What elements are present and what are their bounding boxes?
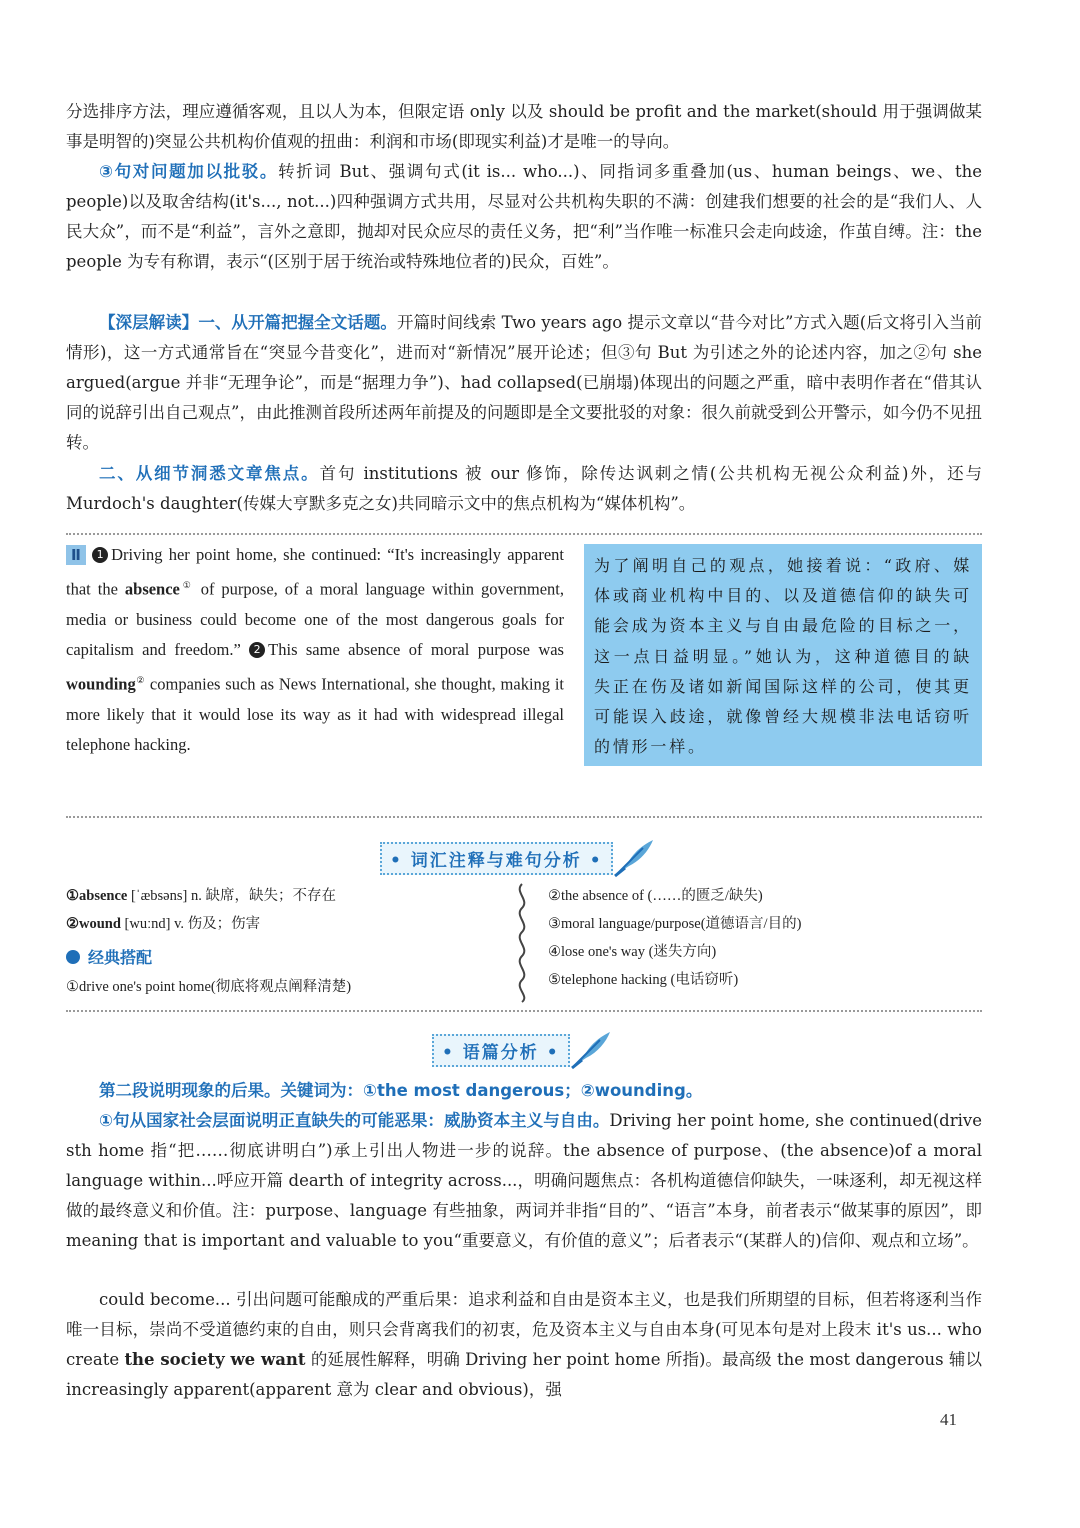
vocab-entry: ⑤telephone hacking (电话窃听) [548, 972, 739, 988]
collocation-title: 经典搭配 [88, 948, 153, 967]
analysis-banner [432, 1030, 614, 1070]
text: Driving her point home, she continued(drive sth home 指“把……彻底讲明白”)承上引出人物进一步的说辞。the absence of purpose、(the absence)of a moral language within...呼应开篇 dearth of integrity across...，明确问题焦点：各机构道德信仰缺失，一味逐利，却无视这样做的最终意义和价值。注：purpose、language 有些抽象，两词并非指“目的”、“语言”本身，前者表示“做某事的原因”，即 meaning that is important and valuable to you“重要意义，有价值的意义”；后者表示“(某群人的)信仰、观点和立场”。 [66, 1111, 982, 1251]
sentence-text: Driving her point home, she continued: “It's increasingly apparent that the [66, 545, 565, 599]
vocab-banner [380, 838, 657, 878]
divider [66, 1010, 982, 1012]
text: 转折词 But、强调句式(it is... who...)、同指词多重叠加(us、human beings、we、the people)以及取舍结构(it's..., not...)四种强调方式共用，尽显对公共机构失职的不满：创建我们想要的社会的是“我们人、人民大众”，而不是“利益”，言外之意即，抛却对民众应尽的责任义务，把“利”当作唯一标准只会走向歧途，作茧自缚。注：the people 为专有称谓，表示“(区别于居于统治或特殊地位者的)民众，百姓”。 [66, 162, 982, 272]
vocab-entry: ③moral language/purpose(道德语言/目的) [548, 916, 802, 932]
quill-pen-icon [570, 1030, 614, 1070]
collocation-heading [66, 944, 351, 973]
vocab-headword: ①absence [66, 888, 128, 904]
quill-pen-icon [613, 838, 657, 878]
sentence-text: companies such as News International, she thought, making it more likely that it would lose its way as it had with widespread illegal telephone hacking. [66, 674, 564, 755]
section-heading: ①句从国家社会层面说明正直缺失的可能恶果：威胁资本主义与自由。 [99, 1111, 610, 1130]
emphasis-text: the society we want [124, 1350, 306, 1370]
analysis-paragraph-1 [66, 1106, 982, 1256]
vocab-entry [66, 910, 351, 938]
translation-box: 为了阐明自己的观点，她接着说：“政府、媒体或商业机构中目的、以及道德信仰的缺失可能会成为资本主义与自由最危险的目标之一，这一点日益明显。”她认为，这种道德目的缺失正在伤及诸如新闻国际这样的公司，使其更可能误入歧途，就像曾经大规模非法电话窃听的情形一样。 [584, 544, 982, 766]
vocab-definition: [ˈæbsəns] n. 缺席，缺失；不存在 [127, 888, 336, 904]
vocab-word: absence [124, 579, 180, 599]
page-number: 41 [940, 1410, 957, 1429]
detail-paragraph [66, 459, 982, 519]
vocab-headword: ②wound [66, 916, 121, 932]
analysis-paragraph-2 [66, 1285, 982, 1405]
sentence-text: of purpose, of a moral language within government, media or business could become one of the most dangerous goals for capitalism and freedom.” [66, 579, 564, 660]
sentence-text: This same absence of moral purpose was [268, 640, 564, 660]
chain-divider-icon [512, 882, 532, 1004]
vocab-definition: [wuːnd] v. 伤及；伤害 [120, 916, 261, 932]
section-heading: 二、从细节洞悉文章焦点。 [99, 464, 320, 483]
divider [66, 816, 982, 818]
sentence-number-2: 2 [249, 642, 265, 658]
top-paragraph-1 [66, 97, 982, 157]
vocab-entry [66, 882, 351, 910]
deep-reading-paragraph [66, 308, 982, 458]
vocab-word: wounding [66, 674, 136, 694]
footnote-mark: ② [135, 675, 146, 686]
vocab-entry: ②the absence of (……的匮乏/缺失) [548, 888, 763, 904]
english-passage [66, 540, 564, 760]
banner-label: • 词汇注释与难句分析 • [380, 842, 613, 875]
text: 首句 institutions 被 our 修饰，除传达讽刺之情(公共机构无视公众利益)外，还与 Murdoch's daughter(传媒大亨默多克之女)共同暗示文中的焦点机构为“媒体机构”。 [66, 464, 982, 514]
divider [66, 533, 982, 535]
vocab-entry: ④lose one's way (迷失方向) [548, 944, 717, 960]
sentence-number-1: 1 [92, 547, 108, 563]
banner-label: • 语篇分析 • [432, 1034, 570, 1067]
vocab-list-right [548, 882, 801, 994]
text: 的延展性解释，明确 Driving her point home 所指)。最高级 the most dangerous 辅以 increasingly apparent(apparent 意为 clear and obvious)，强 [66, 1350, 982, 1400]
collocation-entry: ①drive one's point home(彻底将观点阐释清楚) [66, 979, 352, 995]
text: could become... 引出问题可能酿成的严重后果：追求利益和自由是资本主义，也是我们所期望的目标，但若将逐利当作唯一目标，崇尚不受道德约束的自由，则只会背离我们的初衷，危及资本主义与自由本身(可见本句是对上段末 it's us... who create [66, 1290, 982, 1370]
footnote-mark: ① [179, 580, 194, 591]
section-heading: ③句对问题加以批驳。 [99, 162, 279, 181]
top-paragraph-2 [66, 157, 982, 277]
bullet-icon [66, 950, 80, 964]
text: 开篇时间线索 Two years ago 提示文章以“昔今对比”方式入题(后文将引入当前情形)，这一方式通常旨在“突显今昔变化”，进而对“新情况”展开论述；但③句 But 为引述之外的论述内容，加之②句 she argued(argue 并非“无理争论”，而是“据理力争”)、had collapsed(已崩塌)体现出的问题之严重，暗中表明作者在“借其认同的说辞引出自己观点”，由此推测首段所述两年前提及的问题即是全文要批驳的对象：很久前就受到公开警示，如今仍不见扭转。 [66, 313, 983, 453]
vocab-list-left [66, 882, 351, 1001]
analysis-keywords [66, 1076, 982, 1106]
text: 分选排序方法，理应遵循客观，且以人为本，但限定语 only 以及 should be profit and the market(should 用于强调做某事是明智的)突显公共机构价值观的扭曲：利润和市场(即现实利益)才是唯一的导向。 [66, 102, 982, 152]
section-heading: 【深层解读】一、从开篇把握全文话题。 [99, 313, 397, 332]
paragraph-tag: Ⅱ [66, 545, 86, 565]
section-heading: 第二段说明现象的后果。关键词为：①the most dangerous；②wounding。 [99, 1081, 703, 1100]
